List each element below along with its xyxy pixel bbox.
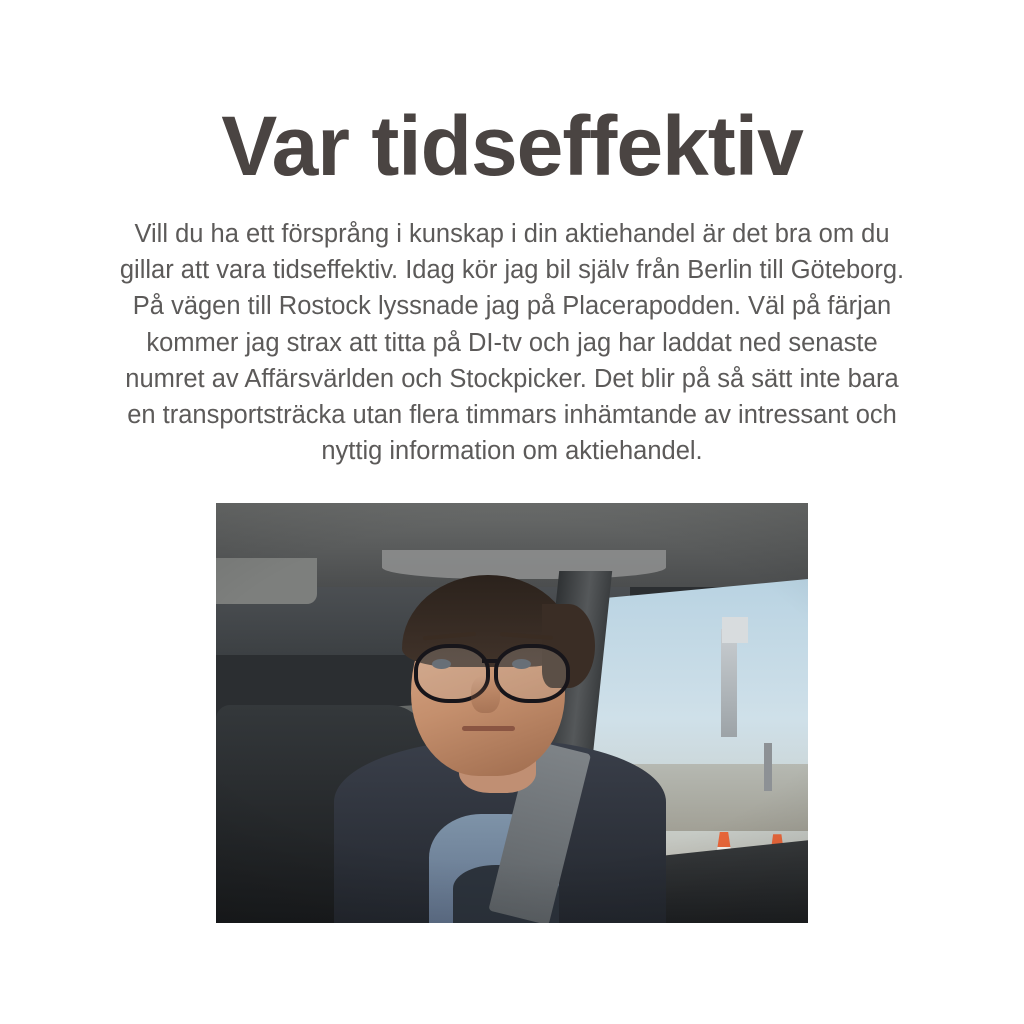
body-paragraph: Vill du ha ett försprång i kunskap i din aktiehandel är det bra om du gillar att vara tidseffektiv. Idag kör jag bil själv från Berlin till Göteborg. På vägen till Rostock lyssnade jag på Placerapodden. Väl på färjan kommer jag strax att titta på DI-tv och jag har laddat ned senaste numret av Affärsvärlden och Stockpicker. Det blir på så sätt inte bara en transportsträcka utan flera timmars inhämtande av intressant och nyttig information om aktiehandel.	[119, 220, 905, 466]
car-interior-selfie-photo	[216, 503, 808, 923]
photo-frame	[216, 503, 808, 923]
page-title: Var tidseffektiv	[221, 99, 803, 193]
photo-vignette	[216, 503, 808, 923]
